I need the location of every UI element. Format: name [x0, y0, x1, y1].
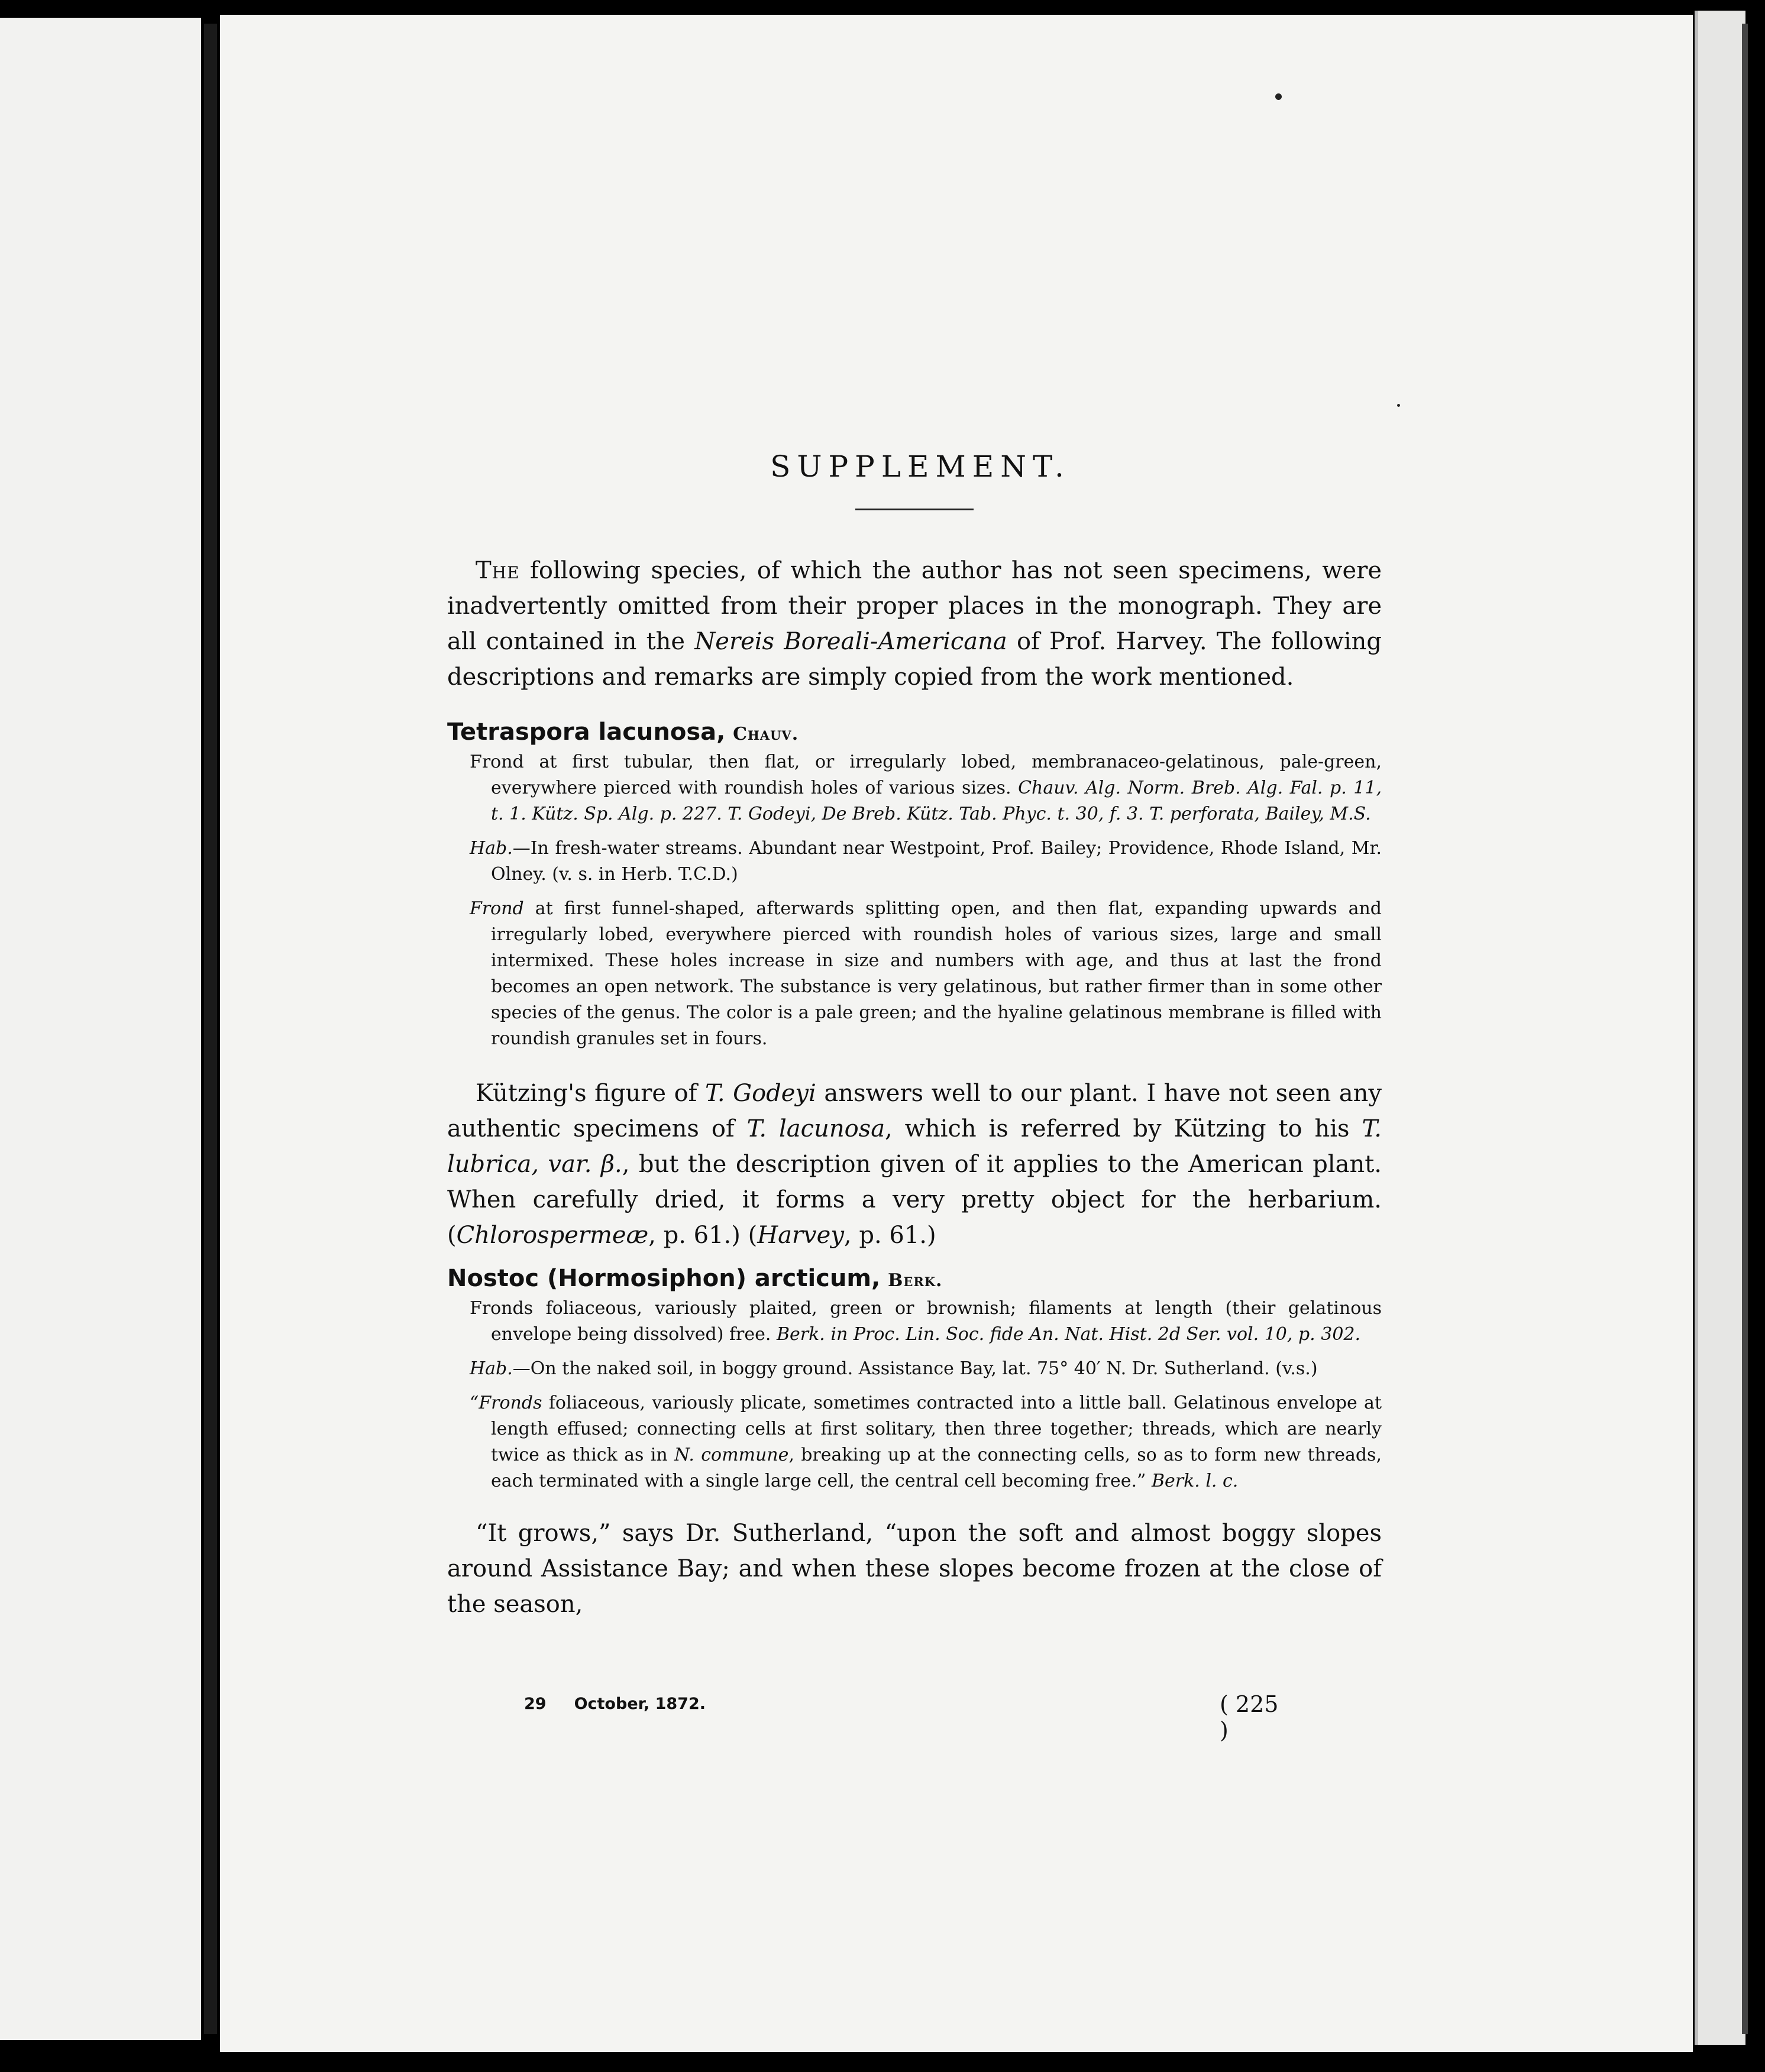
- book-gutter: [204, 24, 217, 2034]
- habitat-label: Hab.: [470, 1358, 513, 1379]
- description-text: Fronds foliaceous, variously plaited, green or brownish; filaments at length (their gelatinous envelope being dissolved) free.: [470, 1298, 1382, 1345]
- remark-paragraph-1: [447, 1076, 1382, 1253]
- species-quote: [470, 1390, 1382, 1494]
- remark-text: , p. 61.) (: [648, 1222, 758, 1249]
- frond-text: at first funnel-shaped, afterwards splitting open, and then flat, expanding upwards and irregularly lobed, everywhere pierced with roundish holes of various sizes, large and small intermixed. These holes increase in size and numbers with age, and thus at last the frond becomes an open network. The substance is very gelatinous, but rather firmer than in some other species of the genus. The color is a pale green; and the hyaline gelatinous membrane is filled with roundish granules set in fours.: [491, 898, 1382, 1049]
- page-stack-edge: [1695, 11, 1745, 2045]
- title-rule: [855, 509, 974, 510]
- signature-mark: 29 October, 1872.: [524, 1695, 706, 1713]
- intro-text-1: following species, of which the author has not seen specimens, were inadvertently omitted from their proper places in the monograph. They are all contained in the: [447, 557, 1382, 655]
- remark-text: answers well to our plant. I have not seen any authentic specimens of: [447, 1080, 1382, 1142]
- habitat-label: Hab.: [470, 838, 513, 859]
- remark-italic: T. lacunosa: [746, 1115, 885, 1142]
- habitat-text: —On the naked soil, in boggy ground. Assistance Bay, lat. 75° 40′ N. Dr. Sutherland. (v.s.): [512, 1358, 1318, 1379]
- page-number: ( 225 ): [1220, 1691, 1279, 1743]
- intro-text-2: of Prof. Harvey. The following descriptions and remarks are simply copied from the work mentioned.: [447, 628, 1382, 691]
- species-author: Berk.: [887, 1270, 943, 1291]
- species-description: [470, 1296, 1382, 1348]
- previous-page-edge: [0, 18, 201, 2040]
- remark-text: , p. 61.): [843, 1222, 936, 1249]
- remark-paragraph-2: “It grows,” says Dr. Sutherland, “upon the soft and almost boggy slopes around Assistance Bay; and when these slopes become frozen at the close of the season,: [447, 1520, 1382, 1618]
- species-heading-tetraspora: [447, 717, 1382, 749]
- remark-italic: T. Godeyi: [705, 1080, 816, 1107]
- species-heading-nostoc: [447, 1264, 1382, 1296]
- intro-paragraph: [447, 553, 1382, 695]
- remark-italic: Chlorospermeæ: [456, 1222, 649, 1249]
- remark-italic: Harvey: [757, 1222, 844, 1249]
- intro-work-title: Nereis Boreali-Americana: [694, 628, 1007, 655]
- quote-italic: N. commune: [674, 1445, 789, 1465]
- remark-text: , but the description given of it applies to the American plant. When carefully dried, it forms a very pretty object for the herbarium. (: [447, 1151, 1382, 1249]
- scan-speck: [1275, 93, 1282, 100]
- species-frond-note: [470, 896, 1382, 1052]
- scan-speck: [1397, 404, 1400, 407]
- quote-text: foliaceous, variously plicate, sometimes contracted into a little ball. Gelatinous envelope at length effused; connecting cells at first solitary, then three together; threads, which are nearly twice as thick as in: [491, 1393, 1382, 1465]
- habitat-text: —In fresh-water streams. Abundant near Westpoint, Prof. Bailey; Providence, Rhode Island, Mr. Olney. (v. s. in Herb. T.C.D.): [491, 838, 1382, 885]
- description-refs: Berk. in Proc. Lin. Soc. fide An. Nat. Hist. 2d Ser. vol. 10, p. 302.: [776, 1324, 1361, 1345]
- remark-text: , which is referred by Kützing to his: [885, 1115, 1362, 1142]
- remark-italic: T. lubrica, var. β.: [447, 1115, 1382, 1178]
- quote-ref: Berk. l. c.: [1151, 1471, 1239, 1491]
- page-title: SUPPLEMENT.: [770, 449, 1071, 484]
- quote-text-2: , breaking up at the connecting cells, so as to form new threads, each terminated with a single large cell, the central cell becoming free.”: [491, 1445, 1382, 1491]
- description-refs: Chauv. Alg. Norm. Breb. Alg. Fal. p. 11, t. 1. Kütz. Sp. Alg. p. 227. T. Godeyi, De Breb. Kütz. Tab. Phyc. t. 30, f. 3. T. perforata, Bailey, M.S.: [491, 778, 1382, 824]
- page-content: [447, 449, 1382, 1622]
- page-stack-shadow: [1742, 24, 1748, 2034]
- description-text: Frond at first tubular, then flat, or irregularly lobed, membranaceo-gelatinous, pale-green, everywhere pierced with roundish holes of various sizes.: [470, 752, 1382, 798]
- species-habitat: [470, 1356, 1382, 1382]
- species-description: [470, 749, 1382, 827]
- species-author: Chauv.: [733, 724, 799, 744]
- quote-label: “Fronds: [470, 1393, 542, 1413]
- intro-lead: The: [476, 557, 520, 584]
- species-habitat: [470, 836, 1382, 888]
- remark-text: Kützing's figure of: [476, 1080, 706, 1107]
- species-name: Nostoc (Hormosiphon) arcticum,: [447, 1265, 881, 1292]
- species-name: Tetraspora lacunosa,: [447, 718, 726, 746]
- frond-label: Frond: [470, 898, 524, 919]
